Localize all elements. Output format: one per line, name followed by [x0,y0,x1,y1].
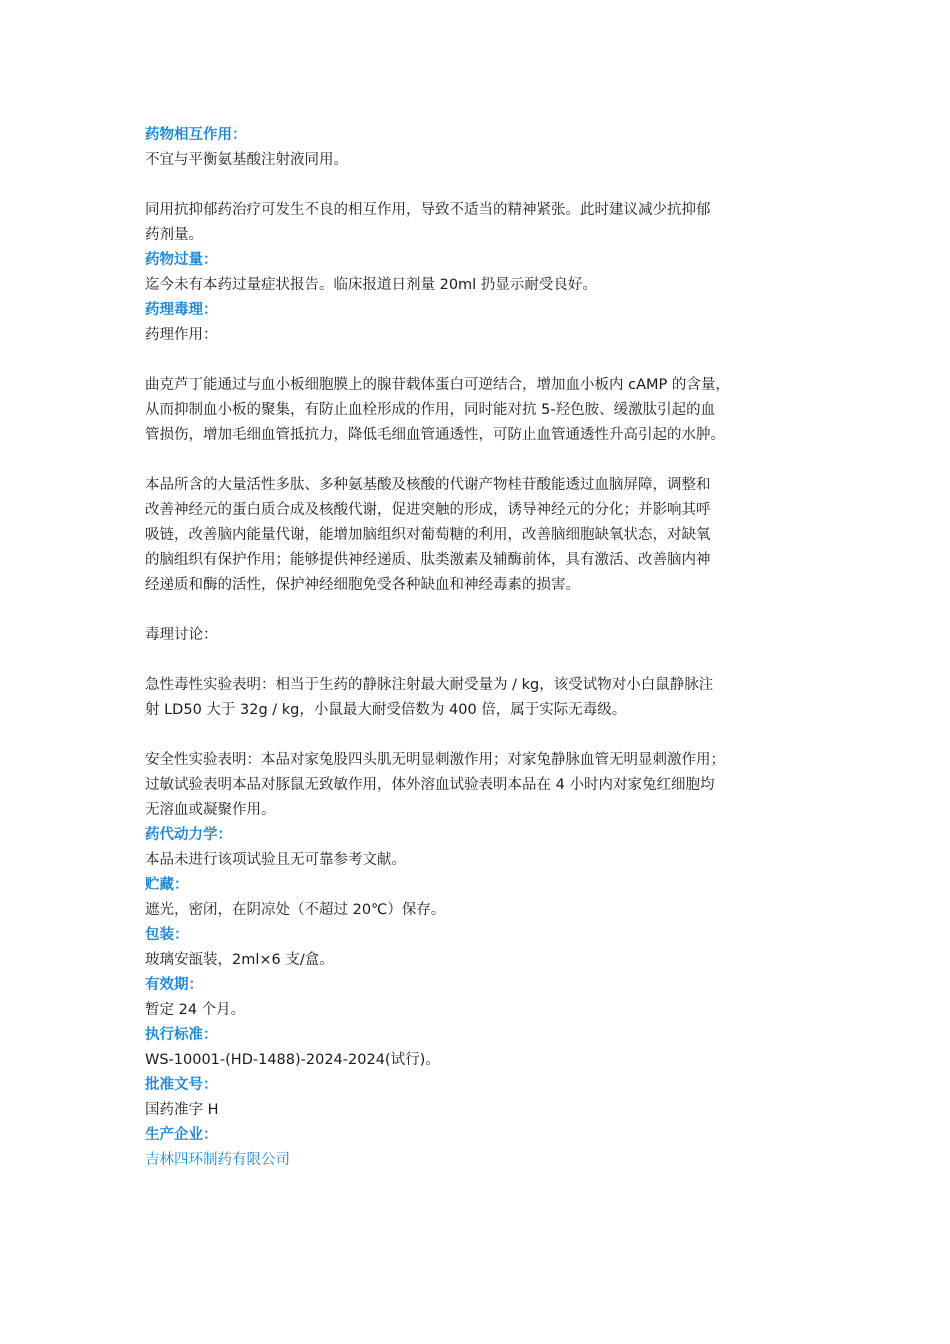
section-heading-overdose: 药物过量： [145,252,218,268]
validity-text: 暂定 24 个月。 [145,1002,246,1018]
section-heading-standard: 执行标准： [145,1027,218,1043]
storage-text: 遮光，密闭，在阴凉处（不超过 20℃）保存。 [145,902,446,918]
spacer [145,648,810,673]
spacer [145,723,810,748]
toxicology-para-2-line-1: 安全性实验表明：本品对家兔股四头肌无明显刺激作用；对家兔静脉血管无明显刺激作用； [145,752,725,768]
pharmacology-para-2-line-1: 本品所含的大量活性多肽、多种氨基酸及核酸的代谢产物桂苷酸能透过血脑屏障，调整和 [145,477,711,493]
section-heading-manufacturer: 生产企业： [145,1127,218,1143]
toxicology-para-1-line-2: 射 LD50 大于 32g / kg，小鼠最大耐受倍数为 400 倍，属于实际无毒级。 [145,702,627,718]
pharmacology-subheading: 药理作用： [145,327,218,343]
standard-text: WS-10001-(HD-1488)-2024-2024(试行)。 [145,1052,440,1068]
section-heading-pharmacology: 药理毒理： [145,302,218,318]
overdose-text: 迄今未有本药过量症状报告。临床报道日剂量 20ml 扔显示耐受良好。 [145,277,597,293]
pharmacokinetics-text: 本品未进行该项试验且无可靠参考文献。 [145,852,406,868]
spacer [145,448,810,473]
pharmacology-para-1-line-3: 管损伤，增加毛细血管抵抗力，降低毛细血管通透性，可防止血管通透性升高引起的水肿。 [145,427,725,443]
section-heading-storage: 贮藏： [145,877,189,893]
toxicology-para-2-line-2: 过敏试验表明本品对豚鼠无致敏作用，体外溶血试验表明本品在 4 小时内对家兔红细胞均 [145,777,715,793]
approval-text: 国药准字 H [145,1102,219,1118]
pharmacology-para-2-line-4: 的脑组织有保护作用；能够提供神经递质、肽类激素及辅酶前体，具有激活、改善脑内神 [145,552,711,568]
section-heading-validity: 有效期： [145,977,203,993]
package-text: 玻璃安瓿装，2ml×6 支/盒。 [145,952,334,968]
pharmacology-para-2-line-3: 吸链，改善脑内能量代谢，能增加脑组织对葡萄糖的利用，改善脑细胞缺氧状态，对缺氧 [145,527,711,543]
interaction-text-2-line-2: 药剂量。 [145,227,203,243]
spacer [145,173,810,198]
section-heading-pharmacokinetics: 药代动力学： [145,827,232,843]
section-heading-approval: 批准文号： [145,1077,218,1093]
pharmacology-para-1-line-1: 曲克芦丁能通过与血小板细胞膜上的腺苷载体蛋白可逆结合，增加血小板内 cAMP 的含量， [145,377,730,393]
spacer [145,598,810,623]
pharmacology-para-2-line-5: 经递质和酶的活性，保护神经细胞免受各种缺血和神经毒素的损害。 [145,577,580,593]
toxicology-para-1-line-1: 急性毒性实验表明：相当于生药的静脉注射最大耐受量为 / kg，该受试物对小白鼠静脉注 [145,677,714,693]
toxicology-para-2-line-3: 无溶血或凝聚作用。 [145,802,276,818]
document-page [145,123,810,1173]
manufacturer-link[interactable]: 吉林四环制药有限公司 [145,1152,290,1168]
section-heading-package: 包装： [145,927,189,943]
spacer [145,348,810,373]
interaction-text-2-line-1: 同用抗抑郁药治疗可发生不良的相互作用，导致不适当的精神紧张。此时建议减少抗抑郁 [145,202,711,218]
toxicology-subheading: 毒理讨论： [145,627,218,643]
pharmacology-para-2-line-2: 改善神经元的蛋白质合成及核酸代谢，促进突触的形成，诱导神经元的分化；并影响其呼 [145,502,711,518]
pharmacology-para-1-line-2: 从而抑制血小板的聚集，有防止血栓形成的作用，同时能对抗 5-羟色胺、缓激肽引起的血 [145,402,716,418]
interaction-text: 不宜与平衡氨基酸注射液同用。 [145,152,348,168]
section-heading-interaction: 药物相互作用： [145,127,247,143]
